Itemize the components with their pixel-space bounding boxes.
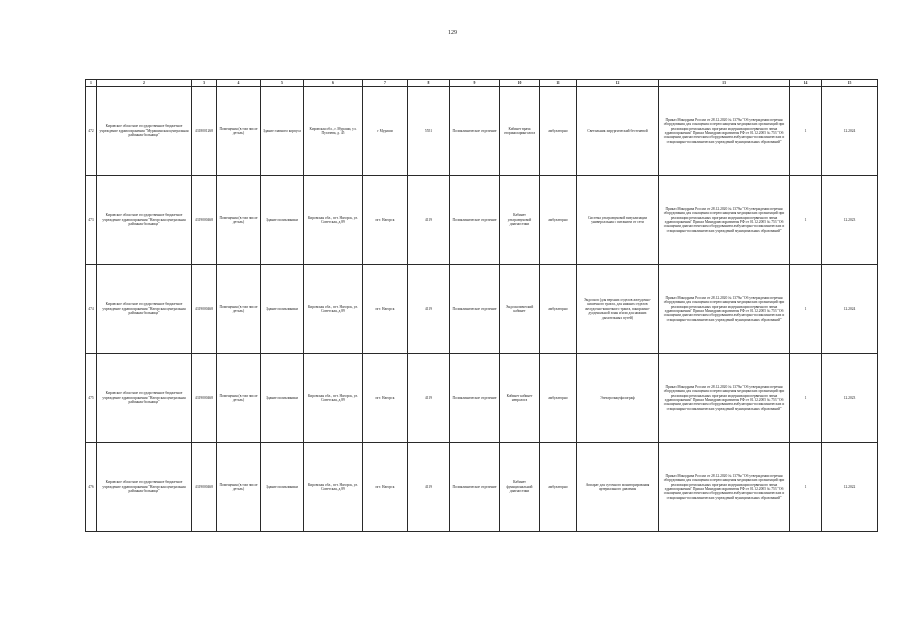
date-cell: 12.2022 bbox=[822, 443, 878, 532]
address-cell: Кировская обл., пгт. Нагорск, ул. Советская, д.89 bbox=[304, 354, 363, 443]
organization-cell: Кировское областное государственное бюджетное учреждение здравоохранения "Нагорская центральная районная больница" bbox=[97, 265, 192, 354]
organization-cell: Кировское областное государственное бюджетное учреждение здравоохранения "Нагорская центральная районная больница" bbox=[97, 354, 192, 443]
table-row bbox=[86, 354, 878, 443]
equipment-cell: Электроэнцефалограф bbox=[577, 354, 659, 443]
premises-cell: Помещения (в том числе деталь) bbox=[217, 87, 261, 176]
locality-cell: пгт. Нагорск bbox=[363, 176, 408, 265]
column-number: 14 bbox=[790, 80, 822, 87]
premises-cell: Помещения (в том числе деталь) bbox=[217, 354, 261, 443]
table-row bbox=[86, 176, 878, 265]
inn-cell: 4319000468 bbox=[192, 443, 217, 532]
inn-cell: 4319000468 bbox=[192, 354, 217, 443]
column-number: 4 bbox=[217, 80, 261, 87]
organization-cell: Кировское областное государственное бюджетное учреждение здравоохранения "Нагорская центральная районная больница" bbox=[97, 443, 192, 532]
code-cell: 4119 bbox=[408, 176, 450, 265]
department-cell: Поликлиническое отделение bbox=[450, 265, 500, 354]
row-number-cell: 475 bbox=[86, 354, 97, 443]
code-cell: 4119 bbox=[408, 443, 450, 532]
column-number: 12 bbox=[577, 80, 659, 87]
quantity-cell: 1 bbox=[790, 354, 822, 443]
code-cell: 4119 bbox=[408, 265, 450, 354]
inn-cell: 4319000468 bbox=[192, 176, 217, 265]
column-number: 7 bbox=[363, 80, 408, 87]
column-number: 10 bbox=[500, 80, 540, 87]
address-cell: Кировская обл., пгт. Нагорск, ул. Советская, д.89 bbox=[304, 176, 363, 265]
column-number: 11 bbox=[540, 80, 577, 87]
table-row bbox=[86, 265, 878, 354]
table-row bbox=[86, 87, 878, 176]
quantity-cell: 1 bbox=[790, 443, 822, 532]
room-cell: Кабинет функциональной диагностики bbox=[500, 443, 540, 532]
legal-basis-cell: Приказ Минздрава России от 28.12.2020 № 1379н "Об утверждении перечня оборудования для оснащения и переоснащения медицинских организаций при реализации региональных программ модернизации первичного звена здравоохранения" Приказ Минздравсоцразвития РФ от 01.12.2005 № 753 "Об оснащении диагностическим оборудованием амбулаторно-поликлинических и стационарно-поликлинических учреждений муниципальных образований" bbox=[659, 354, 790, 443]
room-cell: Кабинет кабинет невролога bbox=[500, 354, 540, 443]
organization-cell: Кировское областное государственное бюджетное учреждение здравоохранения "Нагорская центральная районная больница" bbox=[97, 176, 192, 265]
legal-basis-cell: Приказ Минздрава России от 28.12.2020 № 1379н "Об утверждении перечня оборудования для оснащения и переоснащения медицинских организаций при реализации региональных программ модернизации первичного звена здравоохранения" Приказ Минздравсоцразвития РФ от 01.12.2005 № 753 "Об оснащении диагностическим оборудованием амбулаторно-поликлинических и стационарно-поликлинических учреждений муниципальных образований" bbox=[659, 176, 790, 265]
equipment-cell: Аппарат для суточного мониторирования артериального давления bbox=[577, 443, 659, 532]
inn-cell: 4319000468 bbox=[192, 265, 217, 354]
date-cell: 12.2023 bbox=[822, 176, 878, 265]
locality-cell: г Мураши bbox=[363, 87, 408, 176]
legal-basis-cell: Приказ Минздрава России от 28.12.2020 № 1379н "Об утверждении перечня оборудования для оснащения и переоснащения медицинских организаций при реализации региональных программ модернизации первичного звена здравоохранения" Приказ Минздравсоцразвития РФ от 01.12.2005 № 753 "Об оснащении диагностическим оборудованием амбулаторно-поликлинических и стационарно-поликлинических учреждений муниципальных образований" bbox=[659, 443, 790, 532]
column-number: 3 bbox=[192, 80, 217, 87]
quantity-cell: 1 bbox=[790, 265, 822, 354]
building-cell: Здание поликлиники bbox=[261, 443, 304, 532]
quantity-cell: 1 bbox=[790, 176, 822, 265]
building-cell: Здание главного корпуса bbox=[261, 87, 304, 176]
care-type-cell: амбулаторно bbox=[540, 265, 577, 354]
row-number-cell: 473 bbox=[86, 176, 97, 265]
premises-cell: Помещения (в том числе деталь) bbox=[217, 176, 261, 265]
room-cell: Кабинет ультразвуковой диагностики bbox=[500, 176, 540, 265]
organization-cell: Кировское областное государственное бюджетное учреждение здравоохранения "Мурашинская центральная районная больница" bbox=[97, 87, 192, 176]
care-type-cell: амбулаторно bbox=[540, 176, 577, 265]
room-cell: Кабинет врача оториноларинголога bbox=[500, 87, 540, 176]
locality-cell: пгт. Нагорск bbox=[363, 265, 408, 354]
equipment-cell: Светильник хирургический бестеневой bbox=[577, 87, 659, 176]
department-cell: Поликлиническое отделение bbox=[450, 87, 500, 176]
date-cell: 12.2024 bbox=[822, 87, 878, 176]
equipment-table bbox=[85, 79, 878, 532]
equipment-cell: Система ультразвуковой визуализации универсальная с питанием от сети bbox=[577, 176, 659, 265]
column-number: 1 bbox=[86, 80, 97, 87]
column-number-row bbox=[86, 80, 878, 87]
room-cell: Эндоскопический кабинет bbox=[500, 265, 540, 354]
quantity-cell: 1 bbox=[790, 87, 822, 176]
address-cell: Кировская обл., пгт. Нагорск, ул. Советская, д.89 bbox=[304, 443, 363, 532]
column-number: 8 bbox=[408, 80, 450, 87]
column-number: 13 bbox=[659, 80, 790, 87]
row-number-cell: 474 bbox=[86, 265, 97, 354]
table-row bbox=[86, 443, 878, 532]
page-number: 129 bbox=[448, 30, 457, 36]
locality-cell: пгт. Нагорск bbox=[363, 443, 408, 532]
care-type-cell: амбулаторно bbox=[540, 443, 577, 532]
column-number: 9 bbox=[450, 80, 500, 87]
equipment-cell: Эндоскоп (для верхних отделов желудочно-кишечного тракта, для нижних отделов желудочно-кишечного тракта, панорамно-дуоденальной зоны и/или для нижних дыхательных путей) bbox=[577, 265, 659, 354]
column-number: 5 bbox=[261, 80, 304, 87]
row-number-cell: 476 bbox=[86, 443, 97, 532]
locality-cell: пгт. Нагорск bbox=[363, 354, 408, 443]
column-number: 2 bbox=[97, 80, 192, 87]
department-cell: Поликлиническое отделение bbox=[450, 176, 500, 265]
care-type-cell: амбулаторно bbox=[540, 354, 577, 443]
code-cell: 5551 bbox=[408, 87, 450, 176]
building-cell: Здание поликлиники bbox=[261, 265, 304, 354]
column-number: 6 bbox=[304, 80, 363, 87]
legal-basis-cell: Приказ Минздрава России от 28.12.2020 № 1379н "Об утверждении перечня оборудования для оснащения и переоснащения медицинских организаций при реализации региональных программ модернизации первичного звена здравоохранения" Приказ Минздравсоцразвития РФ от 01.12.2005 № 753 "Об оснащении диагностическим оборудованием амбулаторно-поликлинических и стационарно-поликлинических учреждений муниципальных образований" bbox=[659, 265, 790, 354]
legal-basis-cell: Приказ Минздрава России от 28.12.2020 № 1379н "Об утверждении перечня оборудования для оснащения и переоснащения медицинских организаций при реализации региональных программ модернизации первичного звена здравоохранения" Приказ Минздравсоцразвития РФ от 01.12.2005 № 753 "Об оснащении диагностическим оборудованием амбулаторно-поликлинических и стационарно-поликлинических учреждений муниципальных образований" bbox=[659, 87, 790, 176]
department-cell: Поликлиническое отделение bbox=[450, 443, 500, 532]
address-cell: Кировская обл., пгт. Нагорск, ул. Советская, д.89 bbox=[304, 265, 363, 354]
date-cell: 12.2024 bbox=[822, 265, 878, 354]
care-type-cell: амбулаторно bbox=[540, 87, 577, 176]
building-cell: Здание поликлиники bbox=[261, 176, 304, 265]
row-number-cell: 472 bbox=[86, 87, 97, 176]
premises-cell: Помещения (в том числе деталь) bbox=[217, 265, 261, 354]
inn-cell: 4318001268 bbox=[192, 87, 217, 176]
building-cell: Здание поликлиники bbox=[261, 354, 304, 443]
address-cell: Кировская обл., г. Мураши, ул. Пугачева, д. 45 bbox=[304, 87, 363, 176]
code-cell: 4119 bbox=[408, 354, 450, 443]
date-cell: 12.2023 bbox=[822, 354, 878, 443]
premises-cell: Помещения (в том числе деталь) bbox=[217, 443, 261, 532]
column-number: 15 bbox=[822, 80, 878, 87]
department-cell: Поликлиническое отделение bbox=[450, 354, 500, 443]
